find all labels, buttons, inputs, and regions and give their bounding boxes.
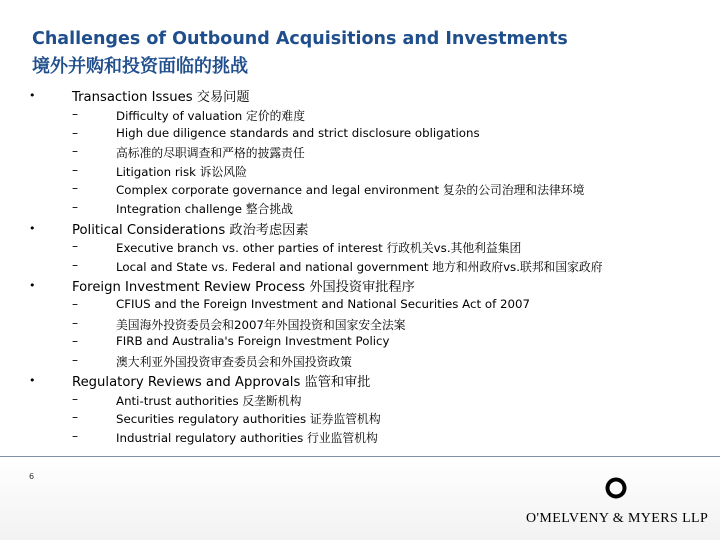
firm-logo-ring-icon [604,476,628,500]
section-heading-transaction: Transaction Issues 交易问题 [72,90,250,105]
slide-title-english: Challenges of Outbound Acquisitions and Investments [32,29,568,49]
list-item: High due diligence standards and strict disclosure obligations [116,126,480,140]
list-item: Executive branch vs. other parties of interest 行政机关vs.其他利益集团 [116,241,522,255]
dash-marker: – [72,181,78,195]
dash-marker: – [72,163,78,177]
footer-divider [0,456,720,457]
bullet-marker: • [29,89,36,102]
slide-title-chinese: 境外并购和投资面临的挑战 [32,56,248,77]
list-item: Litigation risk 诉讼风险 [116,165,247,179]
dash-marker: – [72,297,78,311]
dash-marker: – [72,126,78,140]
dash-marker: – [72,392,78,406]
list-item: Local and State vs. Federal and national government 地方和州政府vs.联邦和国家政府 [116,260,603,274]
list-item: 美国海外投资委员会和2007年外国投资和国家安全法案 [116,318,406,332]
dash-marker: – [72,239,78,253]
dash-marker: – [72,200,78,214]
dash-marker: – [72,353,78,367]
list-item: Industrial regulatory authorities 行业监管机构 [116,431,378,445]
dash-marker: – [72,316,78,330]
section-heading-regulatory: Regulatory Reviews and Approvals 监管和审批 [72,375,371,390]
dash-marker: – [72,258,78,272]
list-item: Securities regulatory authorities 证券监管机构 [116,412,381,426]
section-heading-foreign-investment: Foreign Investment Review Process 外国投资审批程序 [72,280,415,295]
list-item: Anti-trust authorities 反垄断机构 [116,394,302,408]
dash-marker: – [72,144,78,158]
dash-marker: – [72,429,78,443]
firm-logo-text: O'MELVENY & MYERS LLP [526,511,709,526]
page-number: 6 [29,472,35,481]
bullet-marker: • [29,374,36,387]
dash-marker: – [72,410,78,424]
list-item: 澳大利亚外国投资审查委员会和外国投资政策 [116,355,352,369]
dash-marker: – [72,334,78,348]
list-item: FIRB and Australia's Foreign Investment Policy [116,334,390,348]
dash-marker: – [72,107,78,121]
list-item: 高标准的尽职调查和严格的披露责任 [116,146,305,160]
list-item: Complex corporate governance and legal environment 复杂的公司治理和法律环境 [116,183,585,197]
bullet-marker: • [29,222,36,235]
section-heading-political: Political Considerations 政治考虑因素 [72,223,309,238]
list-item: Integration challenge 整合挑战 [116,202,293,216]
list-item: Difficulty of valuation 定价的难度 [116,109,306,123]
list-item: CFIUS and the Foreign Investment and National Securities Act of 2007 [116,297,531,311]
bullet-marker: • [29,279,36,292]
